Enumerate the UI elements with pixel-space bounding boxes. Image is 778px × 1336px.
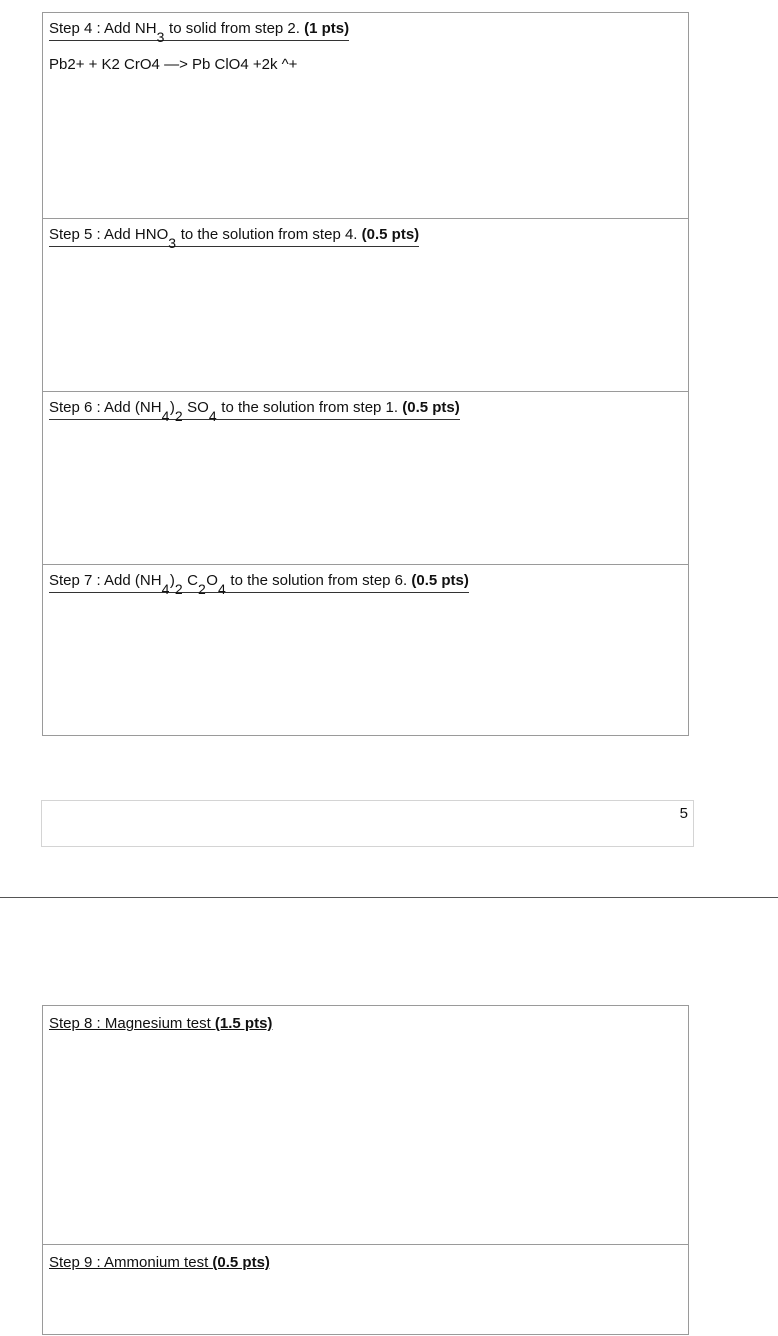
step-7-label: Step 7 : Add (NH [49, 572, 162, 589]
step-6-cell [43, 391, 688, 564]
step-7-heading [49, 571, 469, 597]
step-5-text: to the solution from step 4. [176, 226, 362, 243]
step-7-subscript-1: 4 [161, 581, 170, 597]
step-6-heading [49, 398, 460, 424]
steps-table-page-1 [42, 12, 689, 736]
step-4-subscript: 3 [156, 29, 165, 45]
step-7-paren: ) [169, 572, 175, 589]
step-6-subscript-3: 4 [208, 408, 218, 424]
step-4-text: to solid from step 2. [164, 20, 305, 37]
step-8-points: (1.5 pts) [214, 1015, 273, 1032]
step-7-text: to the solution from step 6. [226, 572, 412, 589]
step-5-label: Step 5 : Add HNO [49, 226, 169, 243]
step-7-points: (0.5 pts) [411, 572, 469, 589]
step-4-heading [49, 19, 350, 45]
step-5-points: (0.5 pts) [361, 226, 420, 243]
page-number: 5 [679, 805, 688, 822]
page-footer [41, 800, 694, 847]
step-5-cell [43, 218, 688, 391]
step-8-heading [49, 1014, 272, 1034]
step-9-label: Step 9 : Ammonium test [49, 1254, 213, 1271]
step-6-so: SO [187, 399, 209, 416]
step-9-heading [49, 1253, 270, 1273]
step-7-subscript-3: 2 [198, 581, 207, 597]
step-8-label: Step 8 : Magnesium test [49, 1015, 215, 1032]
step-4-label: Step 4 : Add NH [49, 20, 157, 37]
page-break [0, 897, 778, 898]
step-4-cell [43, 13, 688, 218]
step-7-cell [43, 564, 688, 737]
step-7-subscript-4: 4 [217, 581, 227, 597]
step-9-points: (0.5 pts) [212, 1254, 270, 1271]
steps-table-page-2 [42, 1005, 689, 1335]
step-5-subscript: 3 [168, 235, 177, 251]
step-4-answer[interactable]: Pb2+ + K2 CrO4 —> Pb ClO4 +2k ^+ [49, 56, 298, 73]
step-8-cell [43, 1006, 688, 1244]
step-4-points: (1 pts) [304, 20, 350, 37]
step-7-o: O [206, 572, 218, 589]
step-7-c: C [187, 572, 198, 589]
step-6-label: Step 6 : Add (NH [49, 399, 162, 416]
step-6-subscript-2: 2 [174, 408, 184, 424]
step-6-points: (0.5 pts) [402, 399, 460, 416]
step-5-heading [49, 225, 420, 251]
step-9-cell [43, 1244, 688, 1336]
step-6-text: to the solution from step 1. [217, 399, 403, 416]
step-6-subscript-1: 4 [161, 408, 170, 424]
step-6-paren: ) [169, 399, 175, 416]
step-7-subscript-2: 2 [174, 581, 184, 597]
